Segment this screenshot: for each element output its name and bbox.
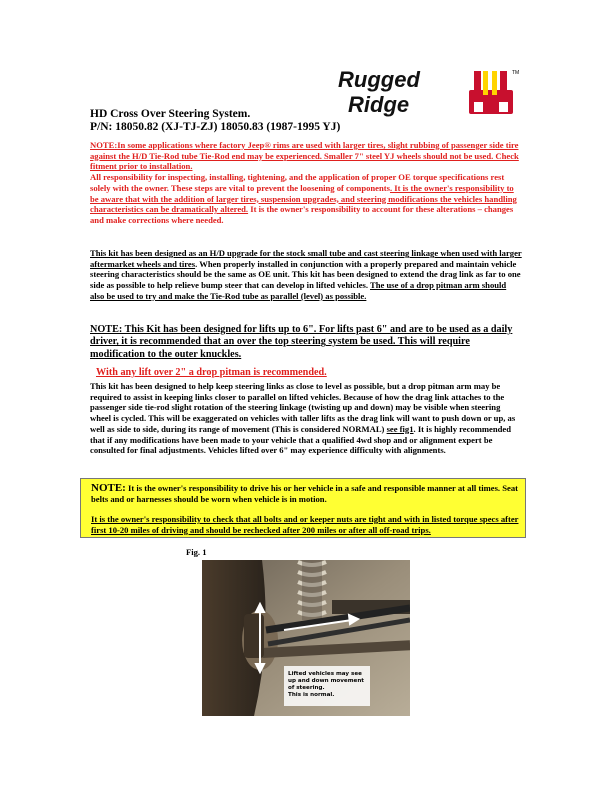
logo-line2: Ridge — [348, 92, 410, 117]
drop-pitman-paragraph — [90, 381, 522, 456]
safety-notice-box — [80, 478, 526, 538]
title-line1: HD Cross Over Steering System. — [90, 108, 251, 120]
design-intro: This kit has been designed as an H/D upgrade for the stock small tube and cast steering linkage when used with larger aftermarket wheels and tires — [90, 248, 522, 269]
design-paragraph — [90, 248, 522, 302]
caption-line: up and down movement — [288, 678, 364, 684]
torque-check-note: It is the owner's responsibility to check that all bolts and or keeper nuts are tight and with in listed torque specs after first 10-20 miles of driving and should be rechecked after 200 miles or after all off-road trips. — [91, 514, 519, 535]
responsibility-end: It is the owner's responsibility to account for these alterations – changes and make corrections where needed. — [90, 204, 514, 225]
design-pitman-note: The use of a drop pitman arm should also be used to try and make the Tie-Rod tube as parallel (level) as possible. — [90, 280, 507, 301]
responsibility-note — [90, 172, 522, 226]
design-body: . When properly installed in conjunction with a properly prepared and maintain vehicle steering characteristics should be the same as OE unit. This kit has been designed to extend the drag link as far to one side as possible to help relieve bump steer that can develop in lifted vehicles. — [90, 258, 521, 291]
caption-line: of steering. — [288, 685, 325, 691]
responsibility-text: All responsibility for inspecting, installing, tightening, and the application of proper OE torque specifications rest solely with the owner. These steps are vital to prevent the loosening of components — [90, 172, 505, 193]
drop-pitman-text-end: . It is highly recommended that if any modifications have been made to your vehicle that a qualified 4wd shop and or alignment expert be consulted for final adjustments. Vehicles lifted over 6" may experience difficulty with alignments. — [90, 423, 512, 456]
caption-line: This is normal. — [288, 692, 335, 698]
safety-driving-note — [91, 483, 519, 504]
lift-limit-note: NOTE: This Kit has been designed for lifts up to 6". For lifts past 6" and are to be used as a daily driver, it is recommended that an over the top steering system be used. This will require modification to the outer knuckles. — [90, 324, 513, 360]
drop-pitman-text: This kit has been designed to help keep steering links as close to level as possible, but a drop pitman arm may be required to assist in keeping links closer to parallel on lifted vehicles. Because of how the drag link attaches to the passenger side tie-rod slight rotation of the steering linkage (twisting up and down) may be visible when steering wheel is cycled. This will be exaggerated on vehicles with taller lifts as the drag link will want to push down or up, as well as side to side, during its range of movement (This is considered NORMAL) — [90, 381, 516, 434]
page-title — [90, 108, 340, 134]
trademark-mark: TM — [512, 70, 520, 76]
title-part-number: P/N: 18050.82 (XJ-TJ-ZJ) 18050.83 (1987-1995 YJ) — [90, 121, 341, 133]
logo-line1: Rugged — [338, 67, 420, 92]
rugged-ridge-logo — [336, 66, 522, 118]
fitment-note: NOTE:In some applications where factory Jeep® rims are used with larger tires, slight rubbing of passenger side tire against the H/D Tie-Rod tube Tie-Rod end may be experienced. Smaller 7" steel YJ wheels should not be used. Check fitment prior to installation. — [90, 140, 519, 172]
drop-pitman-heading: With any lift over 2" a drop pitman is recommended. — [96, 367, 327, 378]
responsibility-underlined: . It is the owner's responsibility to be aware that with the addition of larger tires, suspension upgrades, and steering modifications the vehicles handling characteristics can be dramatically altered. — [90, 182, 517, 215]
safety-driving-text: It is the owner's responsibility to drive his or her vehicle in a safe and responsible manner at all times. Seat belts and or harnesses should be worn when vehicle is in motion. — [91, 483, 518, 504]
safety-note-label: NOTE: — [91, 482, 126, 494]
fitment-warning — [90, 140, 522, 226]
figure-label: Fig. 1 — [186, 547, 207, 557]
caption-line: Lifted vehicles may see — [288, 671, 362, 677]
fig1-reference: see fig1 — [386, 423, 414, 434]
photo-caption — [288, 671, 378, 699]
